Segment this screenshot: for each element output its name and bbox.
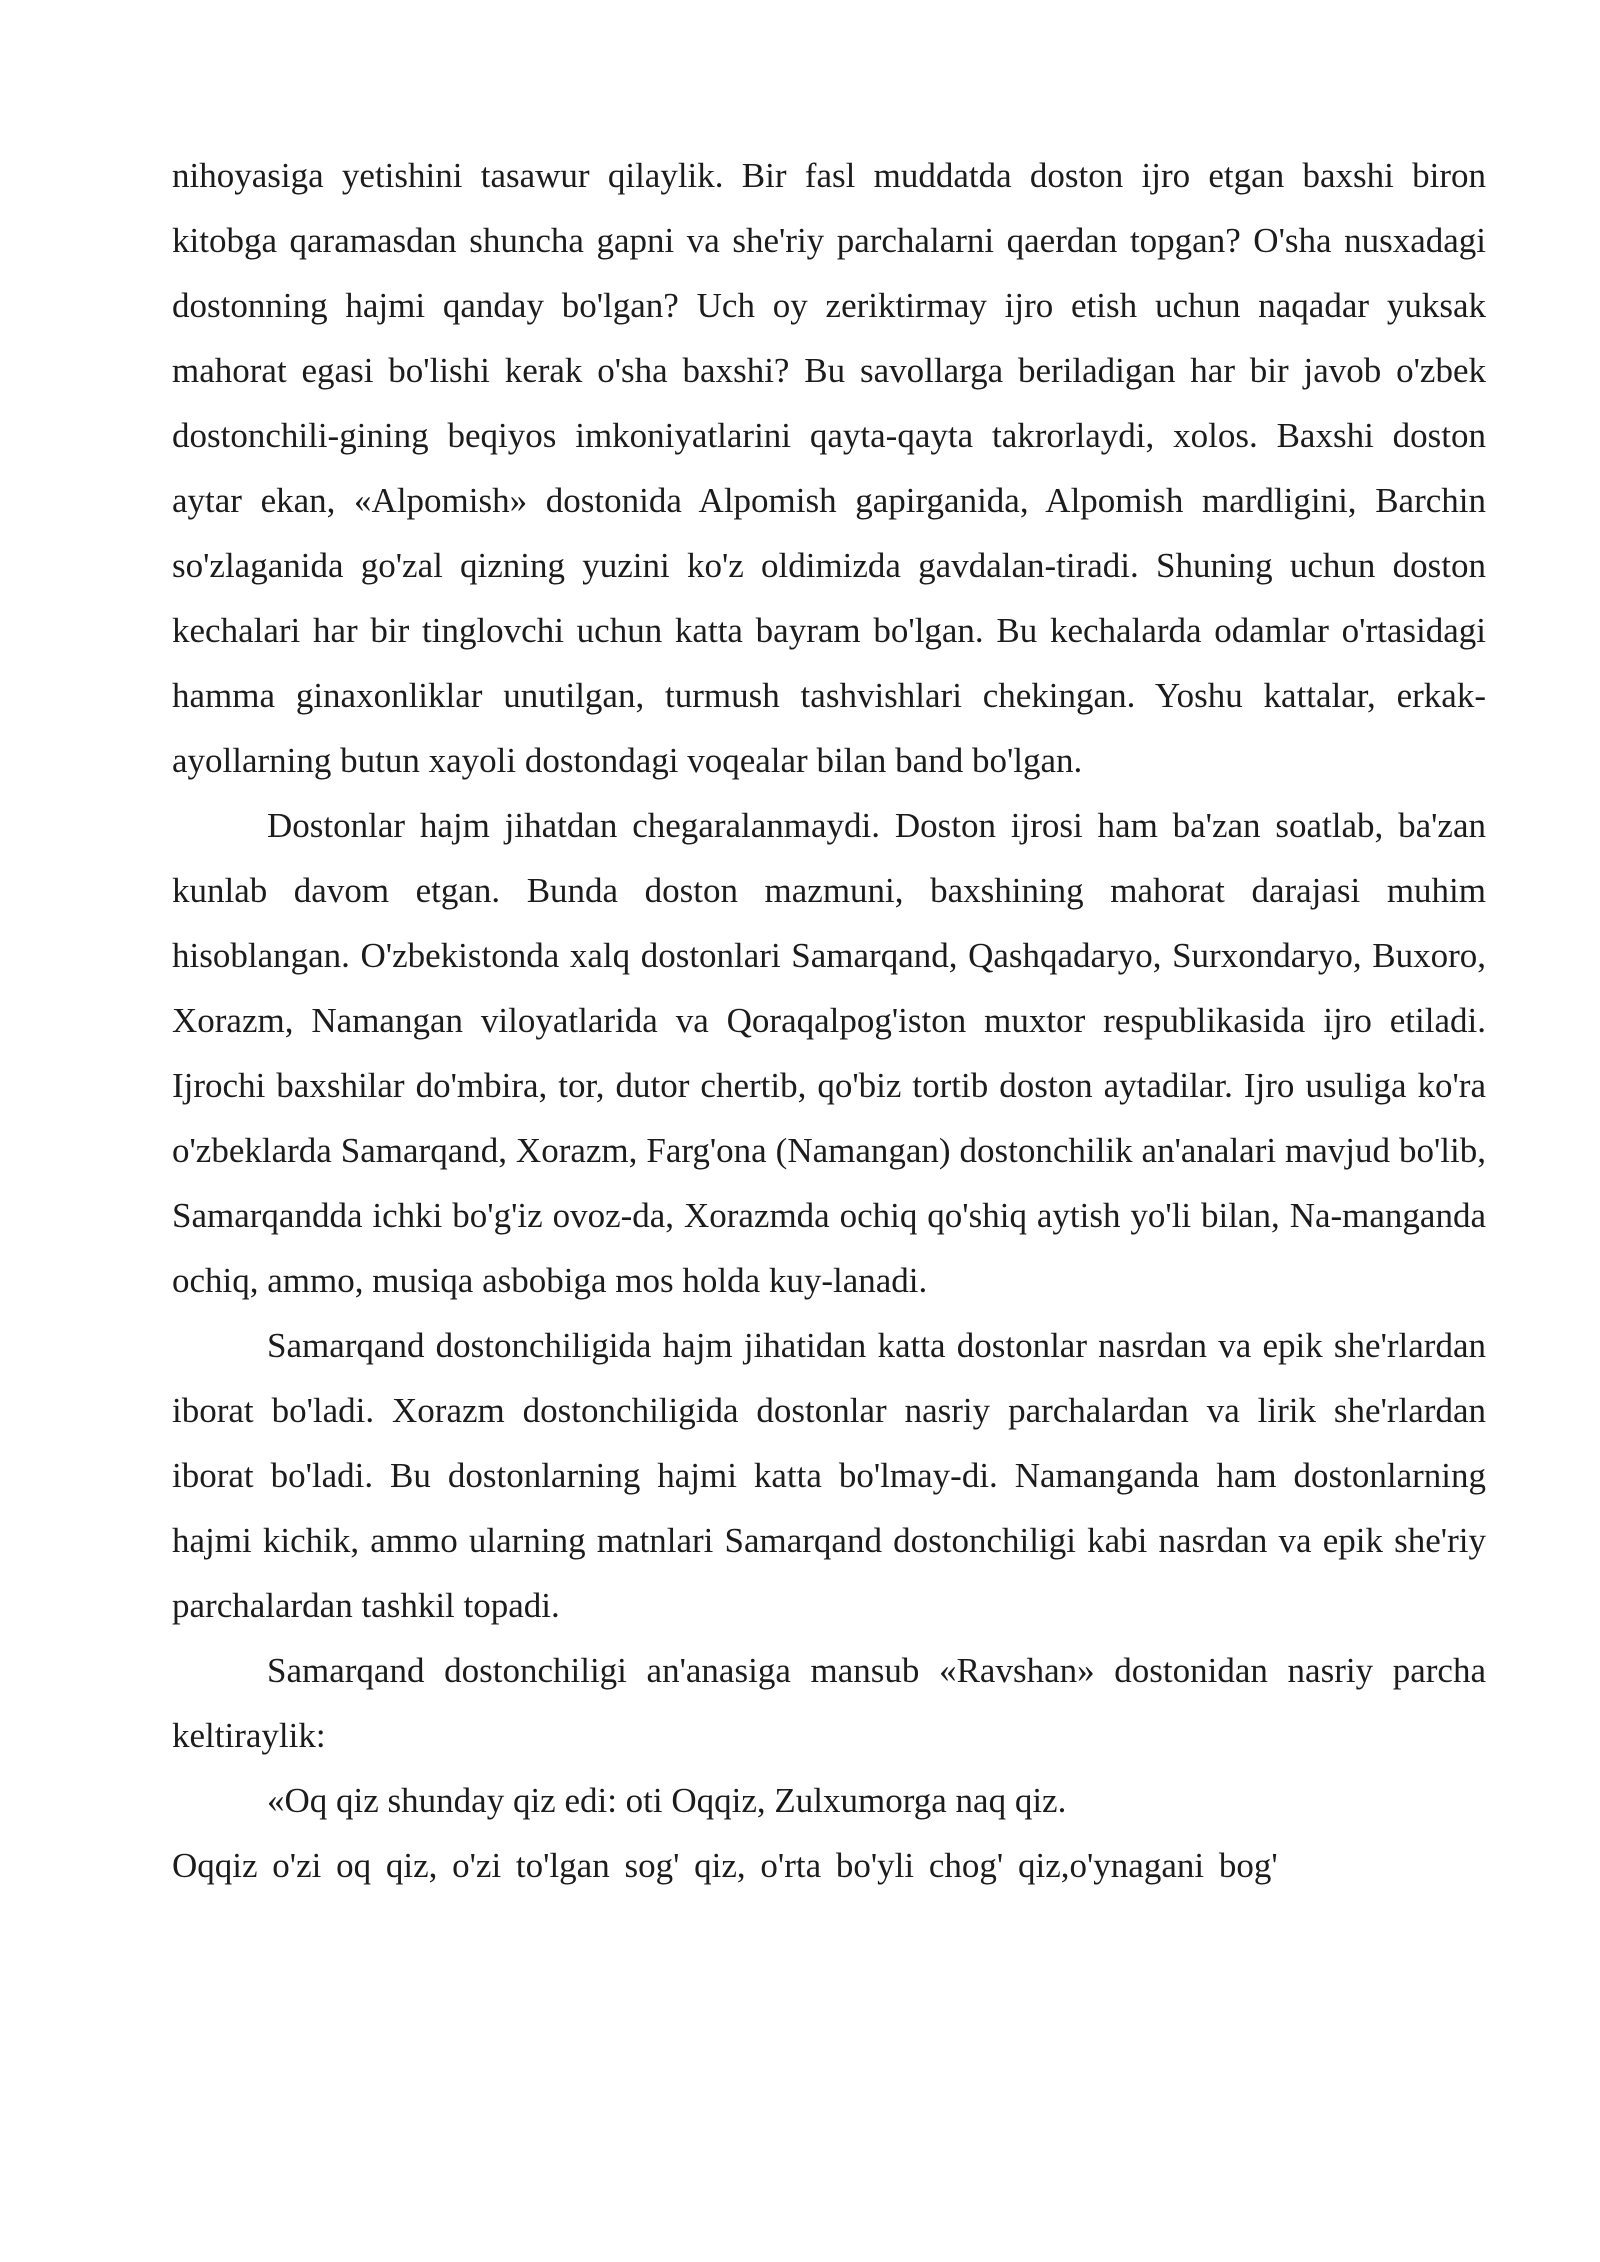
paragraph-1: nihoyasiga yetishini tasawur qilaylik. Bir fasl muddatda doston ijro etgan baxshi biron kitobga qaramasdan shuncha gapni va she'riy parchalarni qaerdan topgan? O'sha nusxadagi dostonning hajmi qanday bo'lgan? Uch oy zeriktirmay ijro etish uchun naqadar yuksak mahorat egasi bo'lishi kerak o'sha baxshi? Bu savollarga beriladigan har bir javob o'zbek dostonchili-gining beqiyos imkoniyatlarini qayta-qayta takrorlaydi, xolos. Baxshi doston aytar ekan, «Alpomish» dostonida Alpomish gapirganida, Alpomish mardligini, Barchin so'zlaganida go'zal qizning yuzini ko'z oldimizda gavdalan-tiradi. Shuning uchun doston kechalari har bir tinglovchi uchun katta bayram bo'lgan. Bu kechalarda odamlar o'rtasidagi hamma ginaxonliklar unutilgan, turmush tashvishlari chekingan. Yoshu kattalar, erkak-ayollarning butun xayoli dostondagi voqealar bilan band bo'lgan.: [172, 156, 1486, 780]
document-body: [172, 143, 1486, 1898]
paragraph-4: Samarqand dostonchiligi an'anasiga mansub «Ravshan» dostonidan nasriy parcha keltiraylik:: [172, 1651, 1486, 1755]
paragraph-6: Oqqiz o'zi oq qiz, o'zi to'lgan sog' qiz, o'rta bo'yli chog' qiz,o'ynagani bog': [172, 1846, 1278, 1885]
paragraph-5: «Oq qiz shunday qiz edi: oti Oqqiz, Zulxumorga naq qiz.: [267, 1781, 1067, 1820]
paragraph-3: Samarqand dostonchiligida hajm jihatidan katta dostonlar nasrdan va epik she'rlardan iborat bo'ladi. Xorazm dostonchiligida dostonlar nasriy parchalardan va lirik she'rlardan iborat bo'ladi. Bu dostonlarning hajmi katta bo'lmay-di. Namanganda ham dostonlarning hajmi kichik, ammo ularning matnlari Samarqand dostonchiligi kabi nasrdan va epik she'riy parchalardan tashkil topadi.: [172, 1326, 1486, 1625]
paragraph-2: Dostonlar hajm jihatdan chegaralanmaydi. Doston ijrosi ham ba'zan soatlab, ba'zan kunlab davom etgan. Bunda doston mazmuni, baxshining mahorat darajasi muhim hisoblangan. O'zbekistonda xalq dostonlari Samarqand, Qashqadaryo, Surxondaryo, Buxoro, Xorazm, Namangan viloyatlarida va Qoraqalpog'iston muxtor respublikasida ijro etiladi. Ijrochi baxshilar do'mbira, tor, dutor chertib, qo'biz tortib doston aytadilar. Ijro usuliga ko'ra o'zbeklarda Samarqand, Xorazm, Farg'ona (Namangan) dostonchilik an'analari mavjud bo'lib, Samarqandda ichki bo'g'iz ovoz-da, Xorazmda ochiq qo'shiq aytish yo'li bilan, Na-manganda ochiq, ammo, musiqa asbobiga mos holda kuy-lanadi.: [172, 806, 1486, 1300]
